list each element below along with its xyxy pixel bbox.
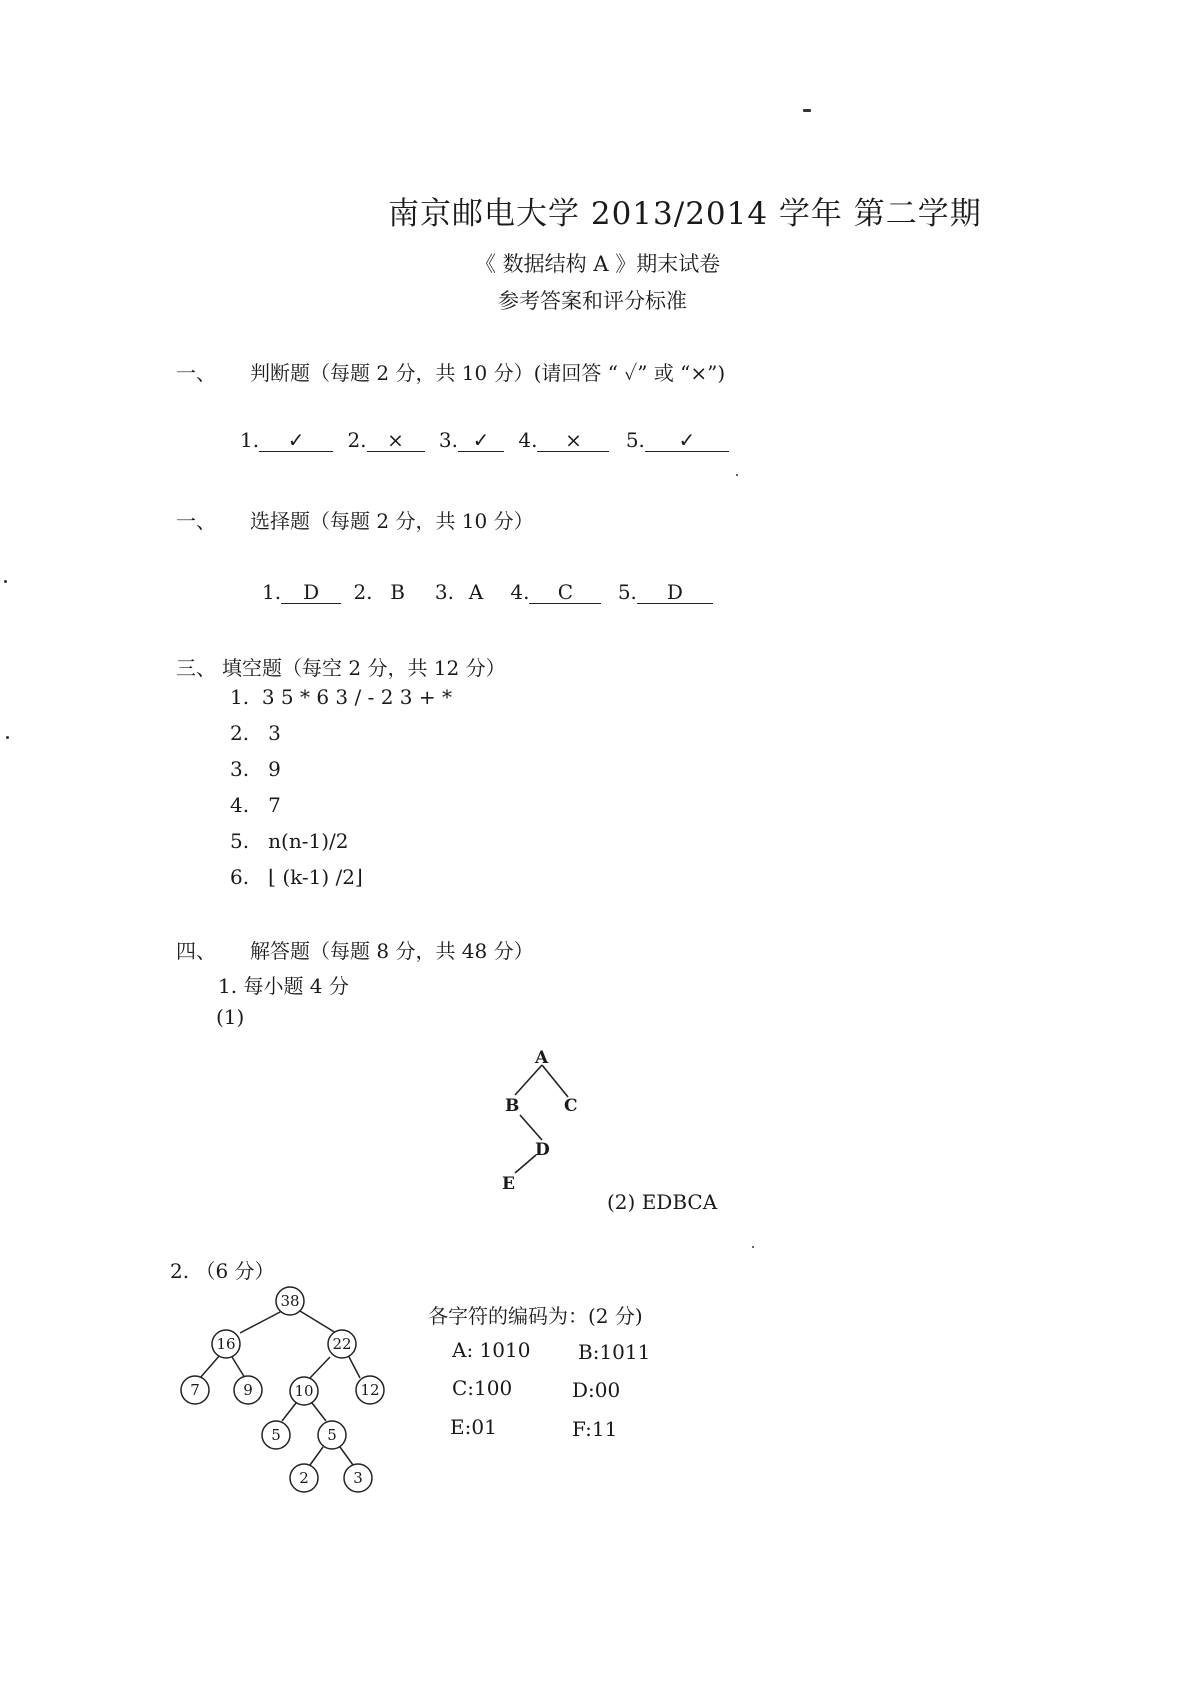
q1-part2-answer: (2) EDBCA [607,1190,718,1214]
exam-subtitle: 《 数据结构 A 》期末试卷 [475,252,721,276]
scan-speck [752,1246,754,1248]
tf-answer-5-num: 5. [625,428,645,452]
tf-answer-5: ✓ [645,429,729,452]
fill-item-5-num: 5. [230,829,250,853]
fill-item-3-num: 3. [230,757,250,781]
q1-part1-label: (1) [216,1005,245,1029]
code-e: E:01 [450,1415,497,1439]
tree-node-c: C [564,1096,578,1116]
mc-answer-1-num: 1. [262,580,282,604]
codes-title: 各字符的编码为：(2 分) [428,1304,643,1328]
huffman-node-10: 10 [294,1382,314,1400]
mc-answer-1: D [281,581,341,604]
huffman-node-38: 38 [280,1292,300,1310]
tree-node-b: B [505,1096,520,1116]
tf-answer-2-num: 2. [347,428,367,452]
mc-answer-3: A [468,580,484,604]
section2-number: 一、 [176,509,216,533]
fill-item-6-value: ⌊ (k-1) /2⌋ [268,865,363,889]
q2-label: 2. （6 分） [170,1259,275,1283]
fill-item-2 [230,721,281,745]
mc-answer-3-num: 3. [434,580,454,604]
huffman-node-22: 22 [332,1335,352,1353]
section4-heading: 解答题（每题 8 分，共 48 分） [250,939,534,963]
fill-item-6 [230,865,363,889]
tf-answer-2: × [367,429,425,452]
tree-node-d: D [535,1140,550,1160]
scan-speck [6,736,9,739]
code-b: B:1011 [578,1340,651,1364]
q1-label: 1. 每小题 4 分 [218,974,349,998]
fill-item-4-num: 4. [230,793,250,817]
fill-item-3-value: 9 [268,757,281,781]
tree-node-a: A [535,1048,549,1068]
huffman-node-5b: 5 [327,1426,337,1444]
section3-heading: 填空题（每空 2 分，共 12 分） [222,656,506,680]
fill-item-4-value: 7 [268,793,281,817]
section1-number: 一、 [176,361,216,385]
section2-heading: 选择题（每题 2 分，共 10 分） [250,509,534,533]
scan-speck [736,474,738,476]
fill-item-5-value: n(n-1)/2 [268,829,349,853]
binary-tree [480,1045,600,1195]
mc-answer-4: C [529,581,601,604]
fill-item-1-num: 1. [230,685,250,709]
mc-answer-2-num: 2. [353,580,373,604]
answer-key-label: 参考答案和评分标准 [498,289,687,313]
huffman-node-7: 7 [190,1381,200,1399]
huffman-tree [170,1285,410,1505]
scan-speck [803,109,811,112]
tf-answer-row [240,428,729,452]
tf-answer-3-num: 3. [438,428,458,452]
tf-answer-1-num: 1. [240,428,260,452]
tf-answer-4: × [537,429,609,452]
fill-item-4 [230,793,281,817]
fill-item-3 [230,757,281,781]
mc-answer-row [262,580,713,604]
tf-answer-1: ✓ [259,429,333,452]
fill-item-5 [230,829,348,853]
huffman-node-3: 3 [353,1469,363,1487]
exam-title: 南京邮电大学 2013/2014 学年 第二学期 [388,196,982,232]
mc-answer-4-num: 4. [510,580,530,604]
huffman-node-12: 12 [360,1381,380,1399]
tf-answer-4-num: 4. [518,428,538,452]
section4-number: 四、 [176,939,216,963]
tf-answer-3: ✓ [458,429,504,452]
tree-node-e: E [502,1174,515,1194]
scan-speck [4,580,7,583]
huffman-node-2: 2 [299,1469,309,1487]
section1-heading: 判断题（每题 2 分，共 10 分）(请回答 “ ✓” 或 “×”) [250,361,726,385]
fill-item-1-value: 3 5 * 6 3 / - 2 3 + * [261,685,452,709]
code-d: D:00 [572,1378,621,1402]
code-a: A: 1010 [452,1338,531,1362]
code-c: C:100 [452,1376,513,1400]
mc-answer-5-num: 5. [617,580,637,604]
fill-item-6-num: 6. [230,865,250,889]
fill-item-2-value: 3 [268,721,281,745]
section3-number: 三、 [176,656,216,680]
mc-answer-5: D [637,581,713,604]
mc-answer-2: B [390,580,405,604]
code-f: F:11 [572,1417,618,1441]
fill-item-1 [230,685,452,709]
huffman-node-16: 16 [216,1335,236,1353]
huffman-node-9: 9 [243,1381,253,1399]
huffman-node-5a: 5 [271,1426,281,1444]
fill-item-2-num: 2. [230,721,250,745]
